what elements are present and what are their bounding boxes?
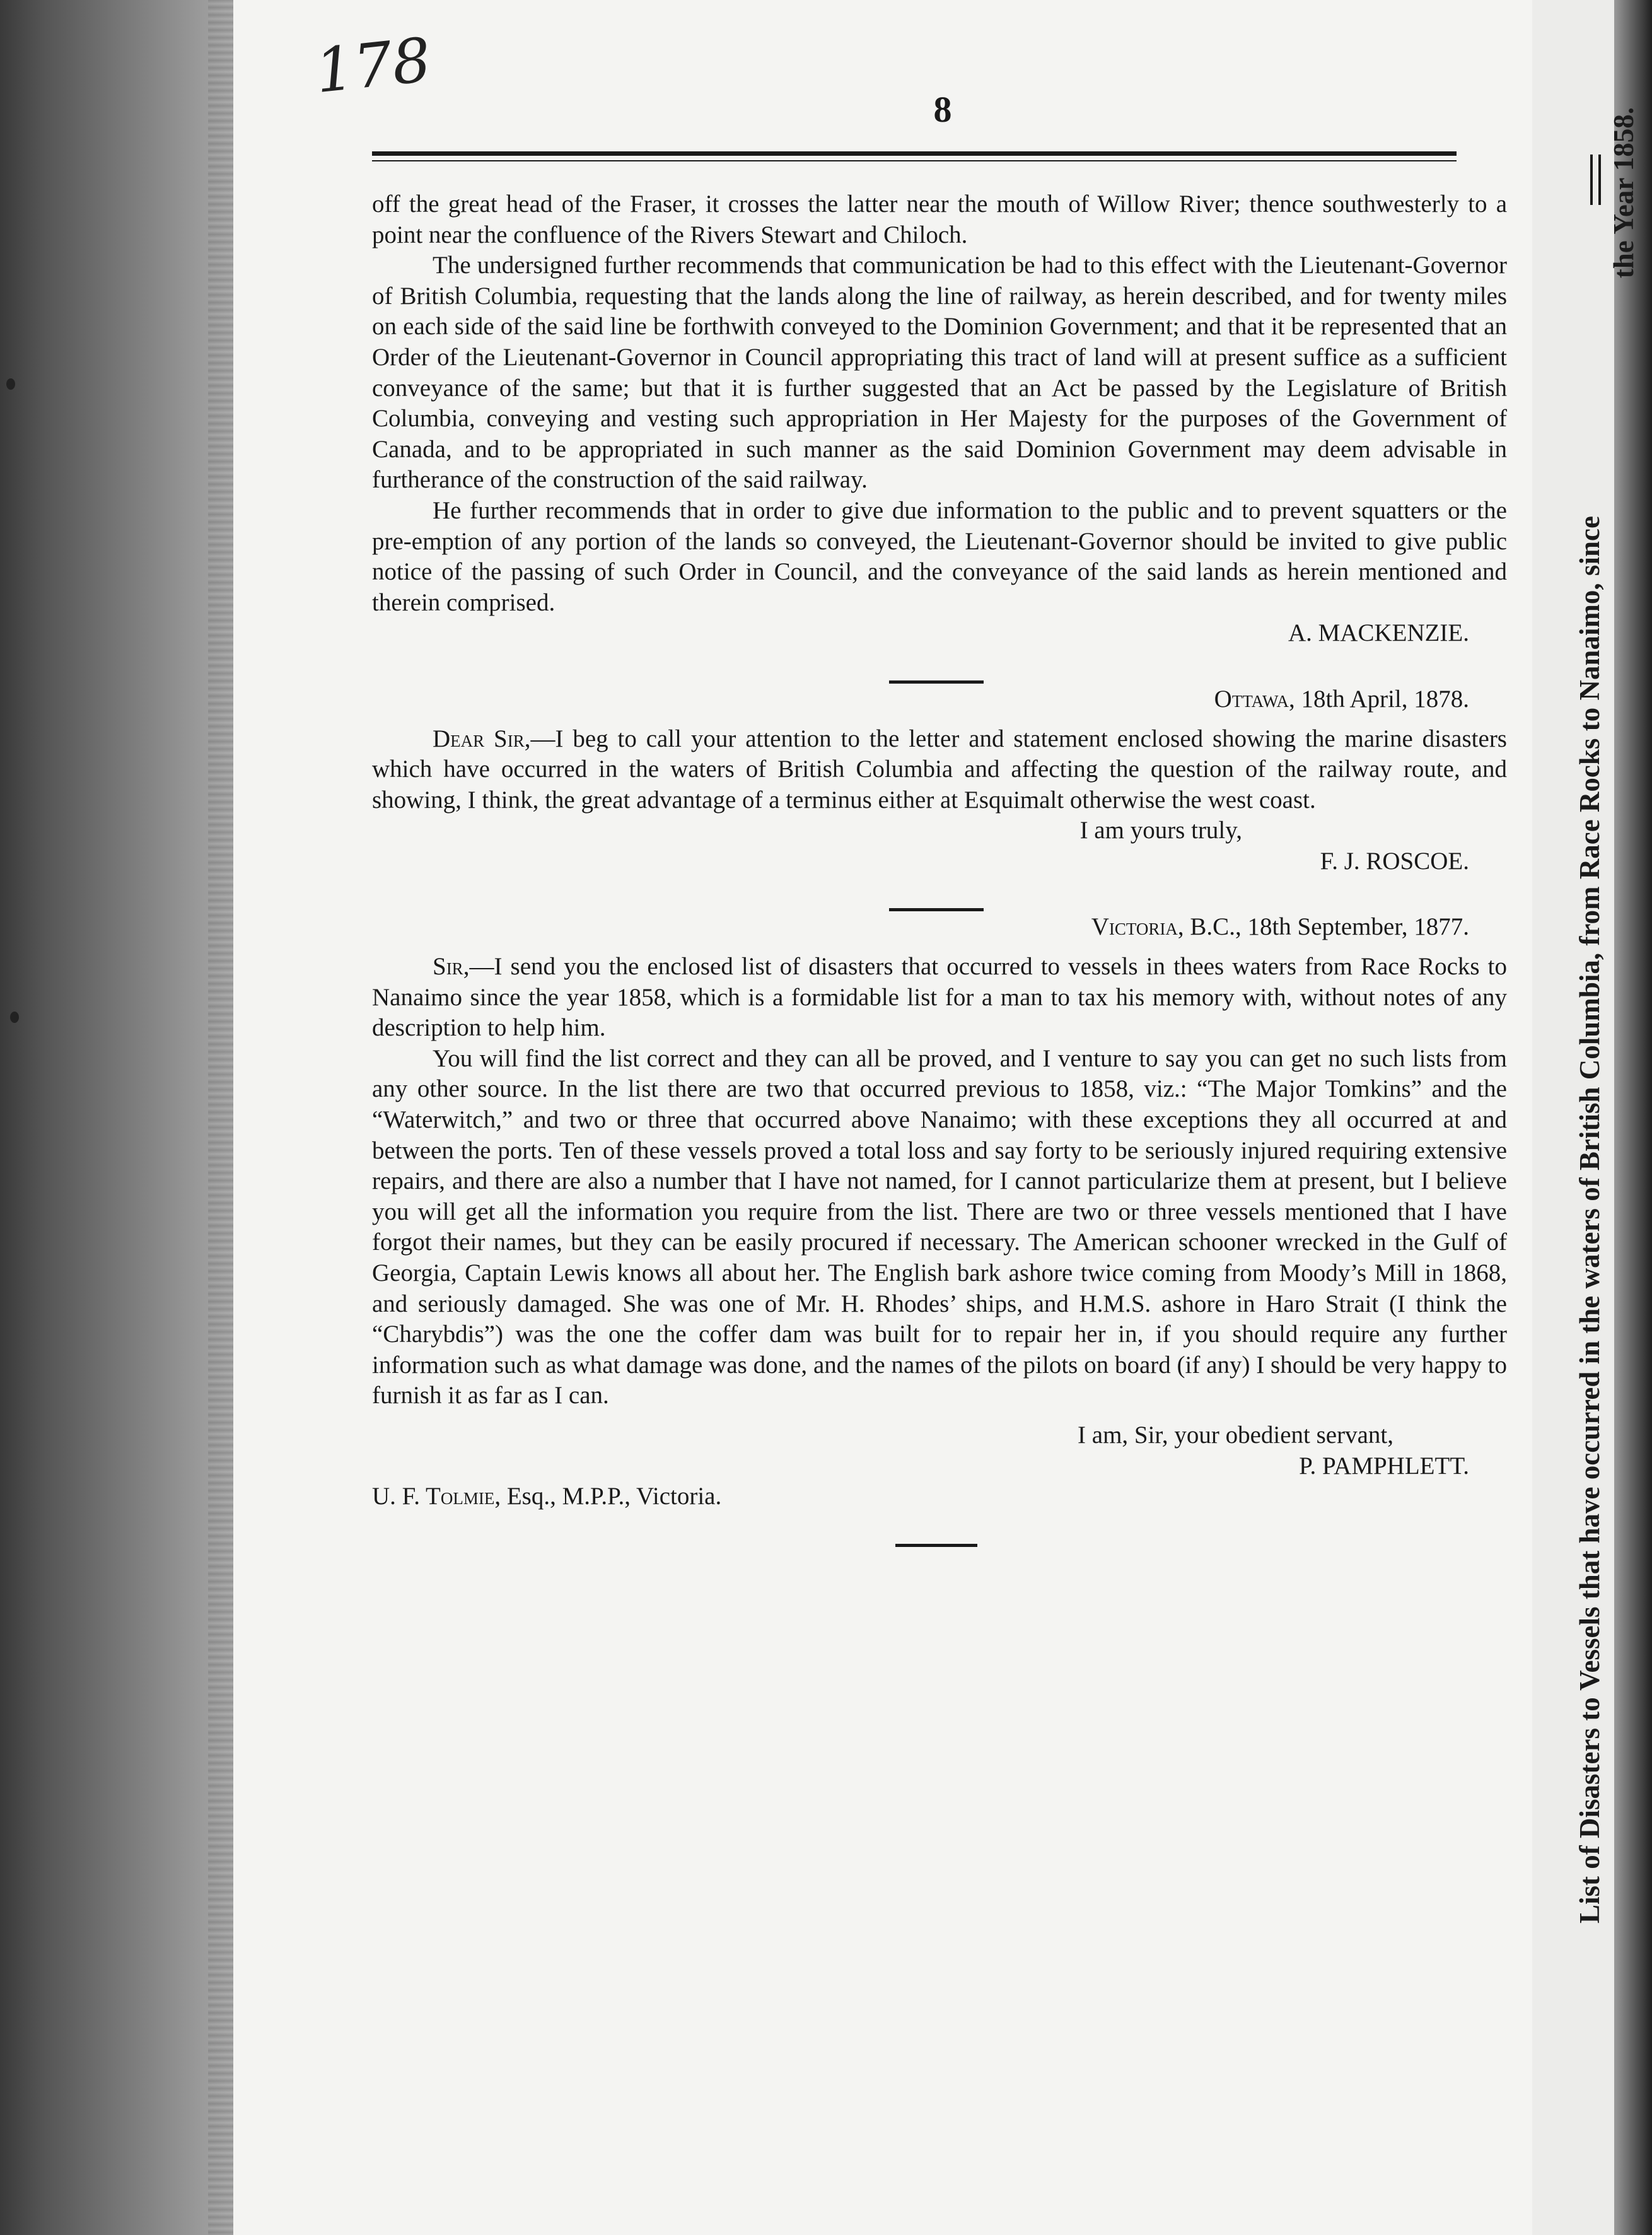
- letter2-closing: I am, Sir, your obedient servant,: [1078, 1421, 1393, 1449]
- letter2-date: , B.C., 18th September, 1877.: [1177, 913, 1469, 941]
- letter1-text: ,—I beg to call your attention to the letter and statement enclosed showing the marine disasters which have occurred in the waters of British Columbia and affecting the question of the railway route, and showing, I think, the great advantage of a terminus either at Esquimalt otherwise the west coast.: [372, 725, 1507, 814]
- paragraph-recommendation: The undersigned further recommends that communication be had to this effect with the Lieutenant-Governor of British Columbia, requesting that the lands along the line of railway, as herein described, and for twenty miles on each side of the said line be forthwith conveyed to the Dominion Government; and that it be represented that an Order of the Lieutenant-Governor in Council appropriating this tract of land will at present suffice as a sufficient conveyance of the same; but that it is further suggested that an Act be passed by the Legislature of British Columbia, conveying and vesting such appropriation in Her Majesty for the purposes of the Government of Canada, and to be appropriated in such manner as the said Dominion Government may deem advisable in furtherance of the construction of the said railway.: [372, 252, 1507, 494]
- page-number: 8: [933, 89, 952, 130]
- letter1-salutation: Dear Sir: [433, 725, 525, 752]
- letter2-salutation: Sir: [433, 953, 463, 981]
- foldout-caption-line-1: List of Disasters to Vessels that have occurred in the waters of British Columbia, from Race Rocks to Nanaimo, since: [1574, 516, 1605, 1923]
- page-stack-edge: [208, 0, 233, 2235]
- foldout-caption: [1573, 107, 1641, 1923]
- foldout-caption-line-2: the Year 1858.: [1608, 107, 1639, 279]
- letter2-body-2: You will find the list correct and they can all be proved, and I venture to say you can get no such lists from any other source. In the list there are two that occurred previous to 1858, viz.: “The Major Tomkins” and the “Waterwitch,” and two or three that occurred above Nanaimo; with these exceptions they all occurred at and between the ports. Ten of these vessels proved a total loss and say forty to be seriously injured requiring extensive repairs, and there are also a number that I have not named, for I cannot particularize them at present, but I believe you will get all the information you require from the list. There are two or three vessels mentioned that I have forgot their names, but they can be easily procured if necessary. The American schooner wrecked in the Gulf of Georgia, Captain Lewis knows all about her. The English bark ashore twice coming from Moody’s Mill in 1868, and seriously damaged. She was one of Mr. H. Rhodes’ ships, and H.M.S. ashore in Haro Strait (I think the “Charybdis”) was the one the coffer dam was built for to repair her in, if you should require any further information such as what damage was done, and the names of the pilots on board (if any) I should be very happy to furnish it as far as I can.: [372, 1044, 1507, 1409]
- letter2-dateline: [372, 912, 1507, 943]
- section-separator: [372, 877, 1507, 912]
- letter1-date: , 18th April, 1878.: [1288, 685, 1469, 713]
- paragraph-continuation: off the great head of the Fraser, it crosses the latter near the mouth of Willow River; thence southwesterly to a point near the confluence of the Rivers Stewart and Chiloch.: [372, 190, 1507, 248]
- addressee: [372, 1481, 1507, 1512]
- letter1-body: [372, 724, 1507, 816]
- section-separator: [372, 1512, 1507, 1548]
- signature-roscoe: F. J. ROSCOE.: [1320, 847, 1469, 875]
- letter1-closing: I am yours truly,: [1079, 817, 1242, 844]
- paragraph-public-notice: He further recommends that in order to give due information to the public and to prevent squatters or the pre-emption of any portion of the lands so conveyed, the Lieutenant-Governor should be invited to give public notice of the passing of such Order in Council, and the conveyance of the said lands as herein mentioned and therein comprised.: [372, 496, 1507, 616]
- scan-speck: [6, 378, 15, 390]
- letter1-dateline: [372, 684, 1507, 715]
- letter1-place: Ottawa: [1214, 685, 1289, 713]
- addressee-name: U. F. Tolmie: [372, 1483, 495, 1510]
- signature-mackenzie: A. MACKENZIE.: [1288, 619, 1469, 647]
- page-body: [372, 189, 1507, 1548]
- letter2-place: Victoria: [1091, 913, 1178, 941]
- scan-speck: [10, 1012, 19, 1023]
- section-separator: [372, 649, 1507, 684]
- handwritten-folio: 178: [311, 24, 434, 107]
- header-rule-thin: [372, 160, 1457, 161]
- book-binding: [0, 0, 233, 2235]
- addressee-rest: , Esq., M.P.P., Victoria.: [494, 1483, 722, 1510]
- letter2-body-1: [372, 952, 1507, 1044]
- letter2-text-1: ,—I send you the enclosed list of disasters that occurred to vessels in thees waters from Race Rocks to Nanaimo since the year 1858, which is a formidable list for a man to tax his memory with, without notes of any description to help him.: [372, 953, 1507, 1042]
- header-rule: [372, 151, 1457, 156]
- signature-pamphlett: P. PAMPHLETT.: [1299, 1452, 1469, 1479]
